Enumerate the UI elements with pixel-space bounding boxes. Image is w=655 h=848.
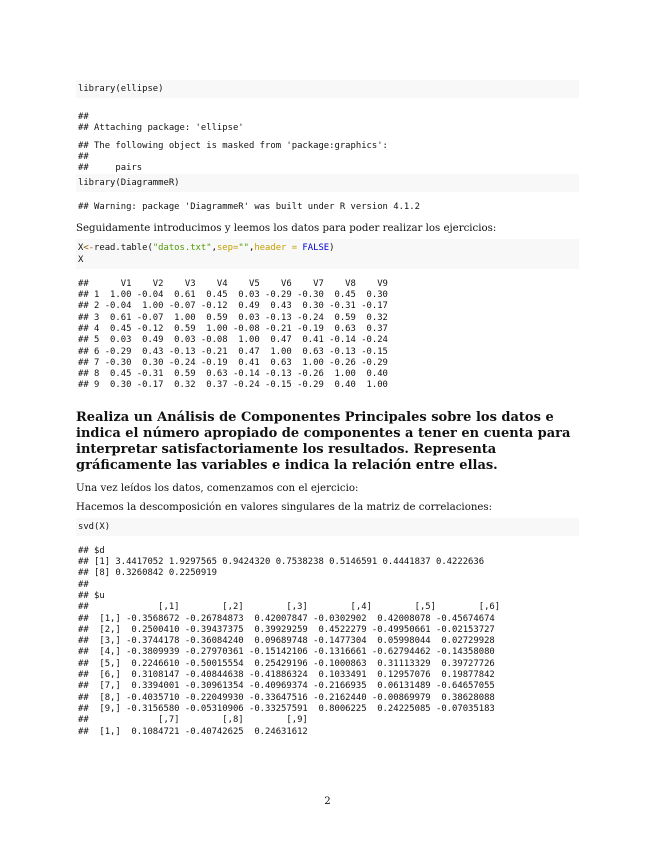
- output-line: ## [8,] -0.4035710 -0.22049930 -0.33647516 -0.2162440 -0.00869979 0.38628088: [78, 692, 495, 703]
- table-row: ## 5 0.03 0.49 0.03 -0.08 1.00 0.47 0.41 -0.14 -0.24: [78, 335, 388, 346]
- output-masked-object: [76, 141, 579, 175]
- table-row: ## 3 0.61 -0.07 1.00 0.59 0.03 -0.13 -0.24 0.59 0.32: [78, 312, 388, 323]
- code-library-diagrammer: library(DiagrammeR): [76, 174, 579, 192]
- output-line: ## [,1] [,2] [,3] [,4] [,5] [,6]: [78, 602, 501, 613]
- table-row: ## 6 -0.29 0.43 -0.13 -0.21 0.47 1.00 0.63 -0.13 -0.15: [78, 346, 388, 357]
- output-line: ## $d: [78, 545, 105, 556]
- table-row: ## V1 V2 V3 V4 V5 V6 V7 V8 V9: [78, 278, 388, 289]
- output-line: ## Warning: package 'DiagrammeR' was built under R version 4.1.2: [78, 202, 420, 213]
- output-line: ## [1,] 0.1084721 -0.40742625 0.24631612: [78, 726, 308, 737]
- output-line: ## Attaching package: 'ellipse': [78, 123, 244, 134]
- question-heading: Realiza un Análisis de Componentes Principales sobre los datos e indica el número apropiado de componentes a tener en cuenta para interpretar satisfactoriamente los resultados. Representa gráficamente las variables e indica la relación entre ellas.: [76, 409, 571, 473]
- table-row: ## 2 -0.04 1.00 -0.07 -0.12 0.49 0.43 0.30 -0.31 -0.17: [78, 301, 388, 312]
- output-line: ## [6,] 0.3108147 -0.40844638 -0.41886324 0.1033491 0.12957076 0.19877842: [78, 670, 495, 681]
- output-line: ##: [78, 579, 89, 590]
- output-line: ## [,7] [,8] [,9]: [78, 715, 308, 726]
- paragraph-svd: Hacemos la descomposición en valores singulares de la matriz de correlaciones:: [76, 501, 493, 513]
- paragraph-intro: Seguidamente introducimos y leemos los datos para poder realizar los ejercicios:: [76, 222, 497, 234]
- table-row: ## 8 0.45 -0.31 0.59 0.63 -0.14 -0.13 -0.26 1.00 0.40: [78, 369, 388, 380]
- output-line: ## [1] 3.4417052 1.9297565 0.9424320 0.7538238 0.5146591 0.4441837 0.4222636: [78, 557, 485, 568]
- output-line: ## The following object is masked from 'package:graphics':: [78, 140, 388, 151]
- output-correlation-table: [76, 279, 579, 392]
- table-row: ## 4 0.45 -0.12 0.59 1.00 -0.08 -0.21 -0.19 0.63 0.37: [78, 323, 388, 334]
- output-line: ## [4,] -0.3809939 -0.27970361 -0.15142106 -0.1316661 -0.62794462 -0.14358080: [78, 647, 495, 658]
- output-line: ## [9,] -0.3156580 -0.05310906 -0.33257591 0.8006225 0.24225085 -0.07035183: [78, 703, 495, 714]
- code-library-ellipse: library(ellipse): [76, 80, 579, 98]
- table-row: ## 9 0.30 -0.17 0.32 0.37 -0.24 -0.15 -0.29 0.40 1.00: [78, 380, 388, 391]
- output-line: ##: [78, 151, 89, 162]
- output-line: ## [1,] -0.3568672 -0.26784873 0.42007847 -0.0302902 0.42008078 -0.45674674: [78, 613, 495, 624]
- output-warning: [76, 202, 579, 213]
- output-line: ## pairs: [78, 163, 143, 174]
- table-row: ## 7 -0.30 0.30 -0.24 -0.19 0.41 0.63 1.00 -0.26 -0.29: [78, 357, 388, 368]
- output-line: ##: [78, 112, 89, 122]
- output-line: ## [2,] 0.2500410 -0.39437375 0.39929259 0.4522279 -0.49950661 -0.02153727: [78, 624, 495, 635]
- page-number: 2: [324, 796, 331, 807]
- paragraph-begin: Una vez leídos los datos, comenzamos con el ejercicio:: [76, 482, 359, 494]
- output-line: ## $u: [78, 590, 105, 601]
- document-body: [76, 80, 579, 738]
- table-row: ## 1 1.00 -0.04 0.61 0.45 0.03 -0.29 -0.30 0.45 0.30: [78, 290, 388, 301]
- output-line: ## [5,] 0.2246610 -0.50015554 0.25429196 -0.1000863 0.31113329 0.39727726: [78, 658, 495, 669]
- output-line: ## [3,] -0.3744178 -0.36084240 0.09689748 -0.1477304 0.05998044 0.02729928: [78, 636, 495, 647]
- code-read-table: X<-read.table("datos.txt",sep="",header = FALSE) X: [76, 239, 579, 269]
- output-attaching-package: [76, 112, 579, 135]
- output-line: ## [7,] 0.3394001 -0.30961354 -0.40969374 -0.2166935 0.06131489 -0.64657055: [78, 681, 495, 692]
- output-line: ## [8] 0.3260842 0.2250919: [78, 568, 217, 579]
- output-svd: [76, 546, 579, 738]
- code-svd: svd(X): [76, 518, 579, 536]
